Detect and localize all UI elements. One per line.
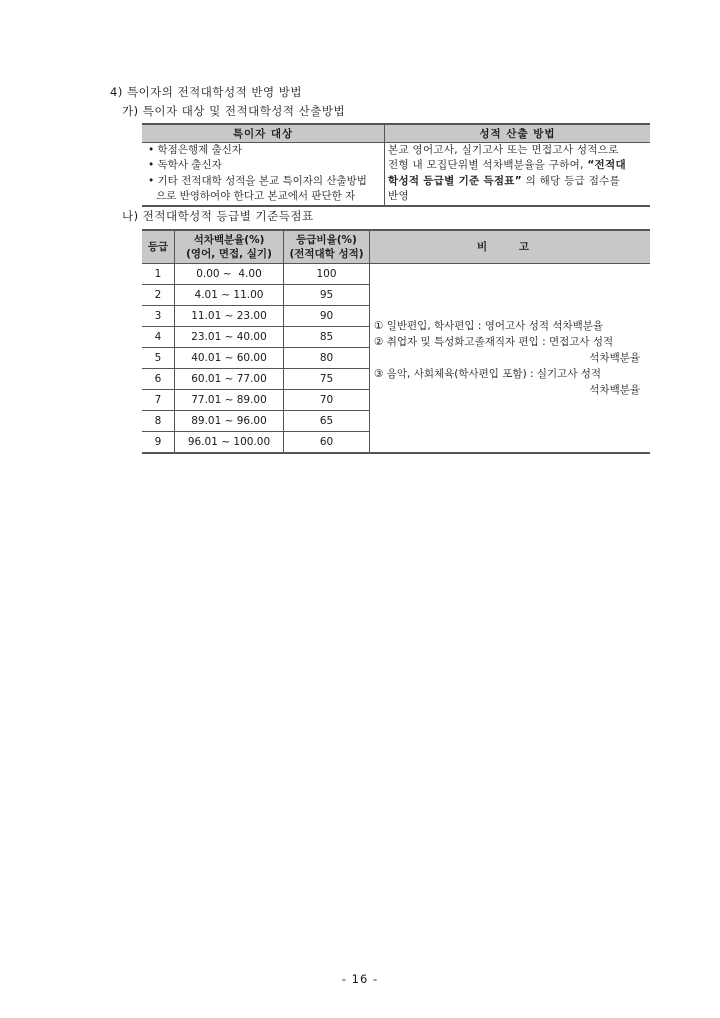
range-cell: 89.01 ~ 96.00 — [175, 410, 284, 431]
note-item-continued: 석차백분율 — [589, 383, 640, 396]
range-cell: 0.00 ~ 4.00 — [175, 263, 284, 284]
method-emphasis: “전적대 — [587, 159, 626, 171]
table-row — [142, 263, 650, 284]
ratio-cell: 90 — [284, 305, 370, 326]
note-item-continued: 석차백분율 — [589, 351, 640, 364]
table1-body-row — [142, 142, 650, 206]
target-item: • 기타 전적대학 성적을 본교 특이자의 산출방법 — [148, 174, 367, 187]
grade-score-table — [142, 229, 650, 454]
table1-header-row — [142, 124, 650, 142]
special-applicant-table — [142, 123, 650, 207]
grade-cell: 6 — [142, 368, 175, 389]
ratio-cell: 70 — [284, 389, 370, 410]
grade-cell: 9 — [142, 431, 175, 453]
grade-cell: 4 — [142, 326, 175, 347]
range-cell: 11.01 ~ 23.00 — [175, 305, 284, 326]
table1-header-target: 특이자 대상 — [142, 124, 385, 142]
grade-cell: 7 — [142, 389, 175, 410]
grade-cell: 5 — [142, 347, 175, 368]
range-cell: 96.01 ~ 100.00 — [175, 431, 284, 453]
range-cell: 60.01 ~ 77.00 — [175, 368, 284, 389]
range-cell: 23.01 ~ 40.00 — [175, 326, 284, 347]
note-item: ② 취업자 및 특성화고졸재직자 편입 : 면접고사 성적 — [374, 335, 614, 348]
ratio-cell: 75 — [284, 368, 370, 389]
range-cell: 40.01 ~ 60.00 — [175, 347, 284, 368]
header-rank-line1: 석차백분율(%) — [193, 233, 265, 246]
target-item-continued: 으로 반영하여야 한다고 본교에서 판단한 자 — [156, 190, 356, 202]
method-emphasis: 학성적 등급별 기준 득점표” — [388, 174, 522, 187]
header-ratio-line2: (전적대학 성적) — [289, 247, 364, 260]
ratio-cell: 65 — [284, 410, 370, 431]
header-grade: 등급 — [142, 230, 175, 263]
range-cell: 77.01 ~ 89.00 — [175, 389, 284, 410]
subsection-ga-heading: 가) 특이자 대상 및 전적대학성적 산출방법 — [122, 104, 346, 118]
header-note: 비 고 — [370, 230, 651, 263]
method-line: 반영 — [388, 190, 409, 202]
grade-cell: 2 — [142, 284, 175, 305]
table1-method-cell — [385, 142, 651, 206]
header-grade-ratio — [284, 230, 370, 263]
ratio-cell: 60 — [284, 431, 370, 453]
method-line: 본교 영어고사, 실기고사 또는 면접고사 성적으로 — [388, 143, 619, 156]
section-4-heading: 4) 특이자의 전적대학성적 반영 방법 — [110, 85, 302, 99]
subsection-na-heading: 나) 전적대학성적 등급별 기준득점표 — [122, 209, 314, 223]
method-text: 전형 내 모집단위별 석차백분율을 구하여, — [388, 159, 588, 171]
ratio-cell: 95 — [284, 284, 370, 305]
ratio-cell: 80 — [284, 347, 370, 368]
page-number: - 16 - — [341, 972, 379, 986]
ratio-cell: 85 — [284, 326, 370, 347]
method-text: 의 해당 등급 점수를 — [525, 174, 621, 187]
header-rank-line2: (영어, 면접, 실기) — [186, 247, 272, 260]
header-rank-percentile — [175, 230, 284, 263]
note-item: ③ 음악, 사회체육(학사편입 포함) : 실기고사 성적 — [374, 367, 602, 380]
note-cell — [370, 263, 651, 453]
grade-cell: 3 — [142, 305, 175, 326]
note-item: ① 일반편입, 학사편입 : 영어고사 성적 석차백분율 — [374, 319, 604, 332]
table1-target-cell — [142, 142, 385, 206]
target-item: • 독학사 출신자 — [148, 159, 222, 171]
grade-cell: 8 — [142, 410, 175, 431]
ratio-cell: 100 — [284, 263, 370, 284]
range-cell: 4.01 ~ 11.00 — [175, 284, 284, 305]
table1-header-method: 성적 산출 방법 — [385, 124, 651, 142]
header-ratio-line1: 등급비율(%) — [296, 233, 357, 246]
target-item: • 학점은행제 출신자 — [148, 143, 243, 156]
method-line — [388, 158, 650, 174]
table2-header-row — [142, 230, 650, 263]
method-line — [388, 174, 650, 190]
grade-cell: 1 — [142, 263, 175, 284]
